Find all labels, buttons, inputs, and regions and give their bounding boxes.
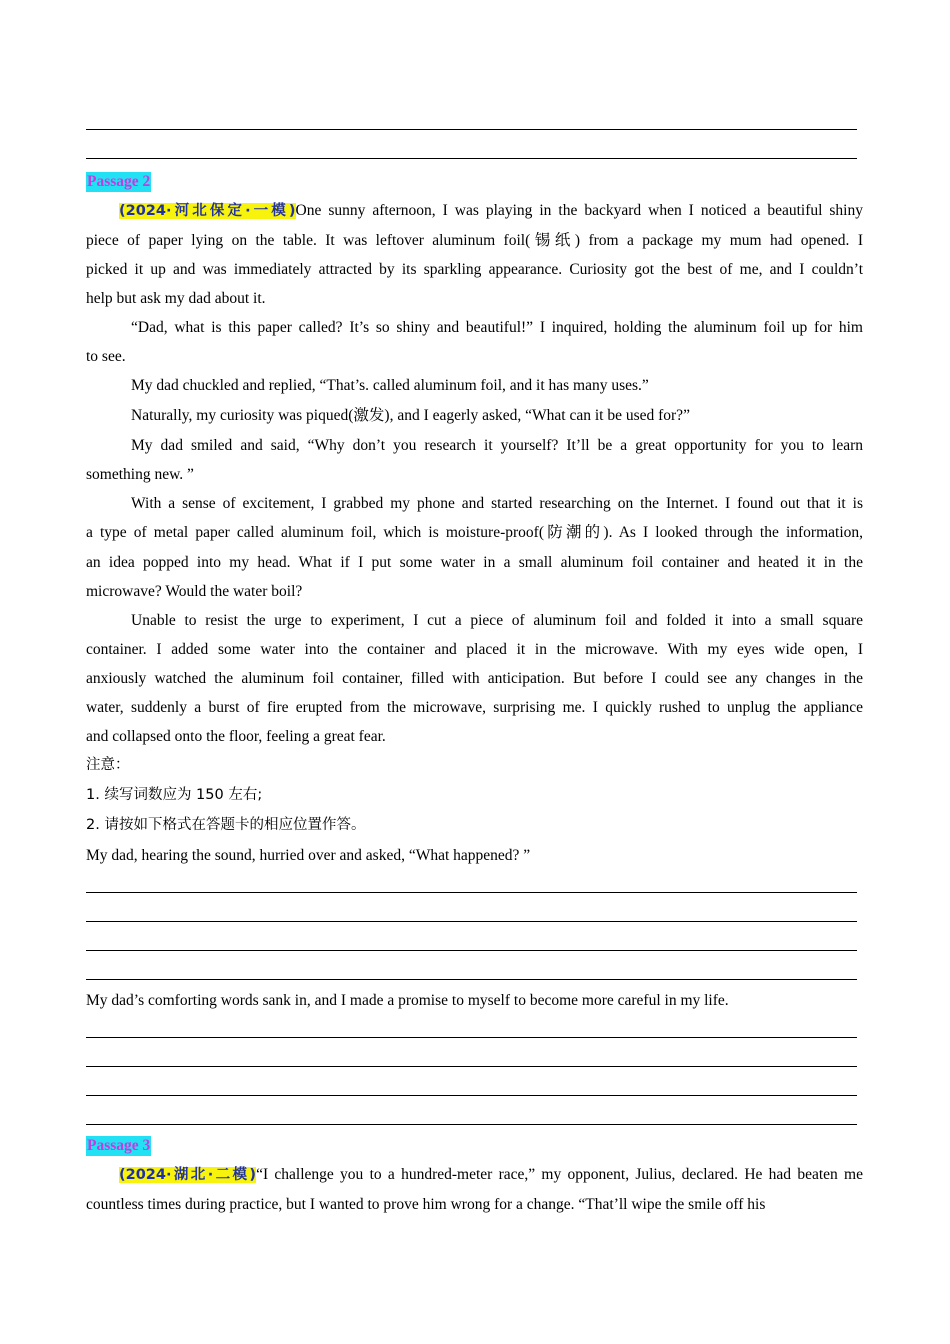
paragraph-line: microwave? Would the water boil? [86,583,303,600]
source-tag: (2024·河北保定·一模) [119,203,296,219]
passage-2-heading [86,167,863,196]
paragraph-line: water, suddenly a burst of fire erupted from the microwave, surprising me. I quickly rushed to unplug the appliance [86,699,863,716]
paragraph-line: an idea popped into my head. What if I put some water in a small aluminum foil container and heated it in the [86,554,863,571]
passage-3-heading [86,1131,863,1160]
paragraph-line: Naturally, my curiosity was piqued(激发), and I eagerly asked, “What can it be used for?” [131,407,690,424]
note-item: 2. 请按如下格式在答题卡的相应位置作答。 [86,817,366,833]
paragraph-line: and collapsed onto the floor, feeling a great fear. [86,728,386,745]
text: “I challenge you to a hundred-meter race,” my opponent, Julius, declared. He had beaten me [256,1166,863,1183]
paragraph-line: Unable to resist the urge to experiment, I cut a piece of aluminum foil and folded it into a small square [131,612,863,629]
continuation-prompt-2: My dad’s comforting words sank in, and I made a promise to myself to become more careful in my life. [86,992,729,1009]
paragraph-line [86,1160,863,1190]
paragraph-line: My dad chuckled and replied, “That’s. called aluminum foil, and it has many uses.” [131,377,649,394]
paragraph-line: “Dad, what is this paper called? It’s so shiny and beautiful!” I inquired, holding the aluminum foil up for him [131,319,863,336]
paragraph-line: With a sense of excitement, I grabbed my phone and started researching on the Internet. I found out that it is [131,495,863,512]
paragraph-line: piece of paper lying on the table. It was leftover aluminum foil(锡纸) from a package my mum had opened. I [86,232,863,249]
text: One sunny afternoon, I was playing in the backyard when I noticed a beautiful shiny [295,202,863,219]
notes-title: 注意： [86,757,130,773]
answer-line[interactable] [86,921,857,922]
answer-line[interactable] [86,1095,857,1096]
paragraph-line: countless times during practice, but I wanted to prove him wrong for a change. “That’ll wipe the smile off his [86,1196,766,1213]
paragraph-line: My dad smiled and said, “Why don’t you research it yourself? It’ll be a great opportunity for you to learn [131,437,863,454]
answer-line[interactable] [86,1124,857,1125]
continuation-prompt-1: My dad, hearing the sound, hurried over and asked, “What happened? ” [86,847,531,864]
paragraph-line: picked it up and was immediately attracted by its sparkling appearance. Curiosity got the best of me, and I couldn’t [86,261,863,278]
answer-line[interactable] [86,1066,857,1067]
note-item: 1. 续写词数应为 150 左右; [86,787,263,803]
answer-line[interactable] [86,979,857,980]
answer-line[interactable] [86,158,857,159]
paragraph-line: anxiously watched the aluminum foil container, filled with anticipation. But before I could see any changes in the [86,670,863,687]
passage-3-label: Passage 3 [87,1137,151,1154]
paragraph-line: to see. [86,348,126,365]
paragraph-line [86,196,863,226]
passage-2-label: Passage 2 [87,173,151,190]
answer-line[interactable] [86,892,857,893]
paragraph-line: help but ask my dad about it. [86,290,266,307]
answer-line[interactable] [86,1037,857,1038]
paragraph-line: something new. ” [86,466,194,483]
answer-line[interactable] [86,950,857,951]
answer-line[interactable] [86,129,857,130]
paragraph-line: container. I added some water into the container and placed it in the microwave. With my eyes wide open, I [86,641,863,658]
paragraph-line: a type of metal paper called aluminum foil, which is moisture-proof(防潮的). As I looked through the information, [86,524,863,541]
source-tag: (2024·湖北·二模) [119,1167,257,1183]
